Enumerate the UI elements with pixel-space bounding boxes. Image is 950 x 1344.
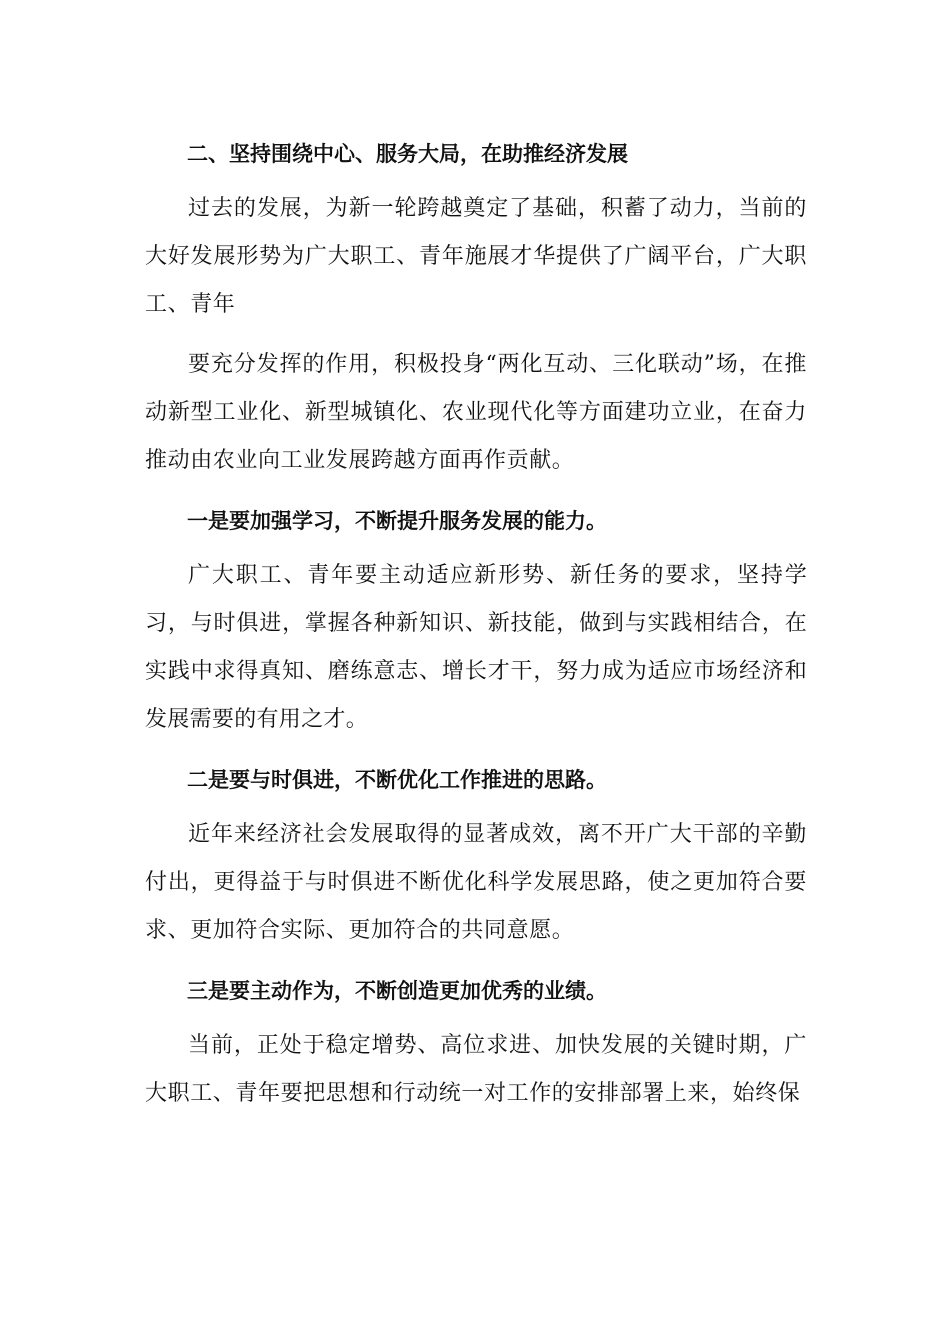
subheading-1: 一是要加强学习，不断提升服务发展的能力。 xyxy=(187,508,607,533)
paragraph: 近年来经济社会发展取得的显著成效，离不开广大干部的辛勤付出，更得益于与时俱进不断优化科学发展思路，使之更加符合要求、更加符合实际、更加符合的共同意愿。 xyxy=(145,822,807,943)
paragraph: 要充分发挥的作用，积极投身“两化互动、三化联动”场，在推动新型工业化、新型城镇化、农业现代化等方面建功立业，在奋力推动由农业向工业发展跨越方面再作贡献。 xyxy=(145,352,807,473)
paragraph: 广大职工、青年要主动适应新形势、新任务的要求，坚持学习，与时俱进，掌握各种新知识、新技能，做到与实践相结合，在实践中求得真知、磨练意志、增长才干，努力成为适应市场经济和发展需要的有用之才。 xyxy=(145,563,807,732)
paragraph: 过去的发展，为新一轮跨越奠定了基础，积蓄了动力，当前的大好发展形势为广大职工、青年施展才华提供了广阔平台，广大职工、青年 xyxy=(145,196,807,317)
paragraph: 当前，正处于稳定增势、高位求进、加快发展的关键时期，广大职工、青年要把思想和行动统一对工作的安排部署上来，始终保 xyxy=(145,1033,807,1106)
section-heading-2: 二、坚持围绕中心、服务大局，在助推经济发展 xyxy=(187,141,628,166)
document-body xyxy=(145,130,807,1130)
subheading-2: 二是要与时俱进，不断优化工作推进的思路。 xyxy=(187,767,607,792)
subheading-3: 三是要主动作为，不断创造更加优秀的业绩。 xyxy=(187,978,607,1003)
